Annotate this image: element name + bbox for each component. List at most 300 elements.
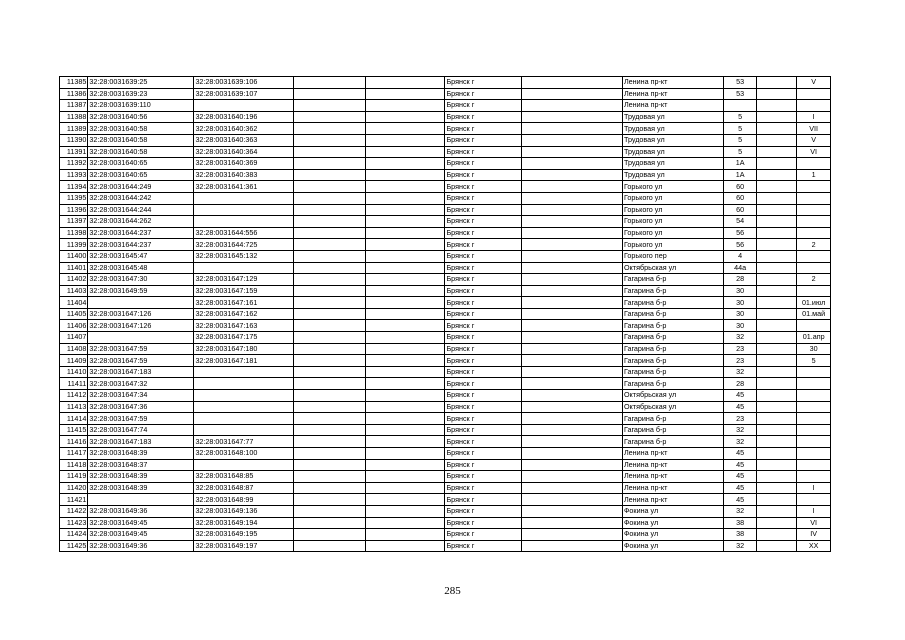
cadastral-number [88,494,194,506]
empty-cell [365,227,445,239]
house-cell: 56 [723,239,757,251]
table-row [60,297,831,309]
empty-cell [365,169,445,181]
cadastral-number: 32:28:0031648:37 [88,459,194,471]
premise-cadastral-number: 32:28:0031640:364 [194,146,294,158]
street-cell: Октябрьская ул [622,401,723,413]
empty-cell [522,134,623,146]
row-number: 11395 [60,192,88,204]
empty-cell [365,100,445,112]
city-cell: Брянск г [445,250,522,262]
empty-cell [294,424,365,436]
empty-cell [757,77,797,89]
street-cell: Ленина пр-кт [622,88,723,100]
empty-cell [522,540,623,552]
premise-cadastral-number: 32:28:0031640:369 [194,158,294,170]
empty-cell [757,181,797,193]
house-cell [723,100,757,112]
empty-cell [757,332,797,344]
apartment-cell [797,366,831,378]
apartment-cell: I [797,505,831,517]
premise-cadastral-number: 32:28:0031647:162 [194,308,294,320]
empty-cell [757,378,797,390]
city-cell: Брянск г [445,134,522,146]
table-row [60,285,831,297]
apartment-cell [797,250,831,262]
apartment-cell: 01.май [797,308,831,320]
city-cell: Брянск г [445,390,522,402]
cadastral-number: 32:28:0031639:23 [88,88,194,100]
premise-cadastral-number: 32:28:0031649:136 [194,505,294,517]
premise-cadastral-number: 32:28:0031647:163 [194,320,294,332]
apartment-cell: I [797,482,831,494]
table-row [60,343,831,355]
row-number: 11407 [60,332,88,344]
empty-cell [294,343,365,355]
empty-cell [294,482,365,494]
empty-cell [522,146,623,158]
city-cell: Брянск г [445,529,522,541]
empty-cell [522,482,623,494]
city-cell: Брянск г [445,471,522,483]
empty-cell [757,448,797,460]
cadastral-number: 32:28:0031647:126 [88,308,194,320]
street-cell: Горького ул [622,216,723,228]
house-cell: 45 [723,494,757,506]
apartment-cell [797,424,831,436]
empty-cell [522,192,623,204]
empty-cell [294,297,365,309]
cadastral-number: 32:28:0031647:126 [88,320,194,332]
empty-cell [294,77,365,89]
city-cell: Брянск г [445,540,522,552]
empty-cell [294,540,365,552]
apartment-cell: VI [797,146,831,158]
table-row [60,448,831,460]
empty-cell [294,285,365,297]
empty-cell [294,262,365,274]
premise-cadastral-number [194,459,294,471]
premise-cadastral-number [194,216,294,228]
empty-cell [365,192,445,204]
street-cell: Гагарина б-р [622,297,723,309]
empty-cell [757,285,797,297]
cadastral-number: 32:28:0031647:59 [88,355,194,367]
empty-cell [757,459,797,471]
apartment-cell: 01.июл [797,297,831,309]
table-row [60,366,831,378]
street-cell: Гагарина б-р [622,285,723,297]
apartment-cell [797,320,831,332]
premise-cadastral-number: 32:28:0031645:132 [194,250,294,262]
table-row [60,540,831,552]
empty-cell [365,540,445,552]
premise-cadastral-number [194,204,294,216]
empty-cell [522,390,623,402]
table-row [60,355,831,367]
cadastral-number: 32:28:0031648:39 [88,448,194,460]
apartment-cell: I [797,111,831,123]
table-row [60,239,831,251]
empty-cell [522,262,623,274]
street-cell: Ленина пр-кт [622,494,723,506]
empty-cell [522,285,623,297]
empty-cell [294,401,365,413]
street-cell: Горького ул [622,227,723,239]
row-number: 11390 [60,134,88,146]
cadastral-number: 32:28:0031645:48 [88,262,194,274]
cadastral-number: 32:28:0031649:59 [88,285,194,297]
table-row [60,401,831,413]
row-number: 11398 [60,227,88,239]
empty-cell [365,308,445,320]
table-row [60,332,831,344]
city-cell: Брянск г [445,436,522,448]
cadastral-number: 32:28:0031648:39 [88,482,194,494]
empty-cell [522,123,623,135]
city-cell: Брянск г [445,413,522,425]
city-cell: Брянск г [445,459,522,471]
street-cell: Горького ул [622,204,723,216]
table-row [60,111,831,123]
empty-cell [522,413,623,425]
empty-cell [365,123,445,135]
empty-cell [294,505,365,517]
apartment-cell [797,459,831,471]
city-cell: Брянск г [445,239,522,251]
empty-cell [294,192,365,204]
premise-cadastral-number: 32:28:0031647:77 [194,436,294,448]
empty-cell [757,343,797,355]
premise-cadastral-number: 32:28:0031649:195 [194,529,294,541]
empty-cell [294,459,365,471]
empty-cell [522,505,623,517]
house-cell: 45 [723,448,757,460]
house-cell: 23 [723,343,757,355]
house-cell: 45 [723,482,757,494]
row-number: 11386 [60,88,88,100]
street-cell: Гагарина б-р [622,378,723,390]
cadastral-number: 32:28:0031647:30 [88,274,194,286]
city-cell: Брянск г [445,308,522,320]
row-number: 11423 [60,517,88,529]
table-row [60,204,831,216]
cadastral-number: 32:28:0031647:183 [88,366,194,378]
table-row [60,250,831,262]
empty-cell [522,459,623,471]
apartment-cell [797,192,831,204]
empty-cell [365,424,445,436]
cadastral-number: 32:28:0031644:237 [88,239,194,251]
house-cell: 30 [723,285,757,297]
table-row [60,413,831,425]
row-number: 11415 [60,424,88,436]
empty-cell [294,355,365,367]
empty-cell [757,517,797,529]
empty-cell [365,181,445,193]
house-cell: 45 [723,390,757,402]
premise-cadastral-number: 32:28:0031639:107 [194,88,294,100]
street-cell: Трудовая ул [622,123,723,135]
row-number: 11410 [60,366,88,378]
row-number: 11416 [60,436,88,448]
empty-cell [757,494,797,506]
row-number: 11420 [60,482,88,494]
city-cell: Брянск г [445,297,522,309]
street-cell: Ленина пр-кт [622,77,723,89]
empty-cell [757,308,797,320]
city-cell: Брянск г [445,424,522,436]
city-cell: Брянск г [445,401,522,413]
row-number: 11389 [60,123,88,135]
row-number: 11394 [60,181,88,193]
empty-cell [757,355,797,367]
cadastral-number [88,297,194,309]
row-number: 11418 [60,459,88,471]
street-cell: Ленина пр-кт [622,471,723,483]
premise-cadastral-number: 32:28:0031648:85 [194,471,294,483]
cadastral-number: 32:28:0031644:249 [88,181,194,193]
apartment-cell [797,204,831,216]
empty-cell [522,355,623,367]
empty-cell [365,332,445,344]
city-cell: Брянск г [445,181,522,193]
empty-cell [522,227,623,239]
city-cell: Брянск г [445,355,522,367]
empty-cell [757,146,797,158]
cadastral-number: 32:28:0031644:242 [88,192,194,204]
street-cell: Гагарина б-р [622,413,723,425]
apartment-cell: 2 [797,239,831,251]
cadastral-number: 32:28:0031647:36 [88,401,194,413]
empty-cell [365,529,445,541]
cadastral-number: 32:28:0031647:59 [88,413,194,425]
cadastral-number: 32:28:0031644:262 [88,216,194,228]
empty-cell [294,413,365,425]
premise-cadastral-number [194,413,294,425]
empty-cell [365,204,445,216]
apartment-cell [797,285,831,297]
empty-cell [365,239,445,251]
empty-cell [294,134,365,146]
cadastral-number: 32:28:0031639:110 [88,100,194,112]
row-number: 11402 [60,274,88,286]
row-number: 11422 [60,505,88,517]
premise-cadastral-number: 32:28:0031647:161 [194,297,294,309]
empty-cell [522,424,623,436]
empty-cell [522,343,623,355]
table-row [60,482,831,494]
empty-cell [757,274,797,286]
empty-cell [757,505,797,517]
premise-cadastral-number [194,424,294,436]
apartment-cell [797,448,831,460]
city-cell: Брянск г [445,192,522,204]
cadastral-number: 32:28:0031644:244 [88,204,194,216]
empty-cell [522,239,623,251]
premise-cadastral-number: 32:28:0031644:725 [194,239,294,251]
premise-cadastral-number: 32:28:0031640:383 [194,169,294,181]
street-cell: Гагарина б-р [622,320,723,332]
house-cell: 54 [723,216,757,228]
apartment-cell: XX [797,540,831,552]
apartment-cell: VII [797,123,831,135]
page-number: 285 [444,585,461,597]
city-cell: Брянск г [445,146,522,158]
empty-cell [365,482,445,494]
empty-cell [294,146,365,158]
street-cell: Гагарина б-р [622,366,723,378]
empty-cell [757,239,797,251]
cadastral-number: 32:28:0031647:74 [88,424,194,436]
cadastral-number: 32:28:0031640:58 [88,134,194,146]
row-number: 11399 [60,239,88,251]
empty-cell [757,227,797,239]
empty-cell [522,100,623,112]
empty-cell [365,343,445,355]
house-cell: 30 [723,308,757,320]
city-cell: Брянск г [445,88,522,100]
city-cell: Брянск г [445,343,522,355]
house-cell: 5 [723,111,757,123]
empty-cell [294,181,365,193]
apartment-cell [797,181,831,193]
table-row [60,517,831,529]
house-cell: 44а [723,262,757,274]
empty-cell [757,424,797,436]
empty-cell [522,181,623,193]
premise-cadastral-number [194,366,294,378]
apartment-cell [797,216,831,228]
empty-cell [365,158,445,170]
empty-cell [522,169,623,181]
city-cell: Брянск г [445,77,522,89]
premise-cadastral-number [194,378,294,390]
apartment-cell [797,413,831,425]
premise-cadastral-number: 32:28:0031639:106 [194,77,294,89]
empty-cell [294,308,365,320]
empty-cell [522,471,623,483]
cadastral-number: 32:28:0031647:34 [88,390,194,402]
city-cell: Брянск г [445,227,522,239]
empty-cell [522,320,623,332]
table-row [60,134,831,146]
row-number: 11409 [60,355,88,367]
row-number: 11387 [60,100,88,112]
empty-cell [365,355,445,367]
street-cell: Трудовая ул [622,169,723,181]
registry-table-body [60,77,831,552]
empty-cell [365,297,445,309]
street-cell: Трудовая ул [622,134,723,146]
empty-cell [522,332,623,344]
empty-cell [294,216,365,228]
city-cell: Брянск г [445,262,522,274]
table-row [60,192,831,204]
empty-cell [365,366,445,378]
apartment-cell: IV [797,529,831,541]
street-cell: Горького пер [622,250,723,262]
empty-cell [294,111,365,123]
empty-cell [365,88,445,100]
house-cell: 32 [723,424,757,436]
house-cell: 60 [723,204,757,216]
city-cell: Брянск г [445,204,522,216]
row-number: 11391 [60,146,88,158]
apartment-cell [797,88,831,100]
city-cell: Брянск г [445,378,522,390]
street-cell: Гагарина б-р [622,424,723,436]
house-cell: 5 [723,146,757,158]
table-row [60,169,831,181]
street-cell: Трудовая ул [622,146,723,158]
street-cell: Фокина ул [622,529,723,541]
premise-cadastral-number: 32:28:0031648:100 [194,448,294,460]
empty-cell [522,250,623,262]
city-cell: Брянск г [445,482,522,494]
cadastral-number: 32:28:0031649:36 [88,540,194,552]
empty-cell [522,308,623,320]
cadastral-number: 32:28:0031647:32 [88,378,194,390]
empty-cell [522,529,623,541]
empty-cell [757,192,797,204]
empty-cell [757,540,797,552]
apartment-cell: 2 [797,274,831,286]
empty-cell [522,517,623,529]
street-cell: Горького ул [622,192,723,204]
street-cell: Ленина пр-кт [622,100,723,112]
table-row [60,390,831,402]
house-cell: 1А [723,158,757,170]
house-cell: 45 [723,459,757,471]
empty-cell [757,297,797,309]
apartment-cell [797,158,831,170]
empty-cell [365,494,445,506]
empty-cell [294,471,365,483]
empty-cell [365,436,445,448]
table-row [60,274,831,286]
apartment-cell [797,100,831,112]
row-number: 11419 [60,471,88,483]
empty-cell [365,262,445,274]
empty-cell [757,390,797,402]
house-cell: 38 [723,529,757,541]
city-cell: Брянск г [445,216,522,228]
empty-cell [365,111,445,123]
apartment-cell [797,390,831,402]
premise-cadastral-number: 32:28:0031647:175 [194,332,294,344]
street-cell: Фокина ул [622,517,723,529]
street-cell: Трудовая ул [622,158,723,170]
empty-cell [757,111,797,123]
empty-cell [522,378,623,390]
premise-cadastral-number: 32:28:0031640:196 [194,111,294,123]
empty-cell [757,158,797,170]
empty-cell [294,274,365,286]
row-number: 11388 [60,111,88,123]
empty-cell [294,494,365,506]
table-row [60,216,831,228]
row-number: 11425 [60,540,88,552]
table-row [60,505,831,517]
empty-cell [757,413,797,425]
empty-cell [365,77,445,89]
apartment-cell [797,227,831,239]
row-number: 11413 [60,401,88,413]
apartment-cell [797,262,831,274]
empty-cell [365,216,445,228]
empty-cell [294,378,365,390]
